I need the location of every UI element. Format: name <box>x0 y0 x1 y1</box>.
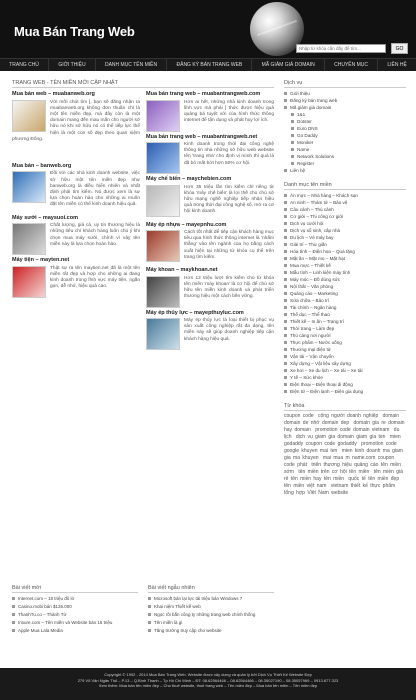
post-excerpt: Đối với các nhà kinh doanh website, việc sở hữu một tên miền đẹp như banweb.org là điều hiển nhiên và nhất định phải tìm kiếm. Nó được xem là sự lựa chọn hoàn hảo cho những ai muốn đặt tên miền có thể kinh doanh hiệu quả. <box>50 171 140 208</box>
recent-post-link[interactable]: Insure.com – Tên miền và Website bán 16 triệu <box>12 619 138 627</box>
category-link[interactable]: Câu cảnh – Thú cảnh <box>284 206 406 213</box>
category-link[interactable]: Mặt ăn – Mặt mo – Mặt hạt <box>284 255 406 262</box>
post-item <box>146 134 274 167</box>
category-link[interactable]: Điện thoại – Điện thoại di động <box>284 381 406 388</box>
category-link[interactable]: Nội thất – Văn phòng <box>284 283 406 290</box>
posts-column-left <box>12 91 140 352</box>
nav-contact[interactable]: LIÊN HỆ <box>387 62 407 68</box>
recent-post-link[interactable]: Casino.mobi bán $135.000 <box>12 603 138 611</box>
category-link[interactable]: Giải trí – Thư giãn <box>284 241 406 248</box>
post-item <box>12 257 140 290</box>
random-post-link[interactable]: Ngọc rồi bắn công ty những trang web chính thống <box>148 611 274 619</box>
category-link[interactable]: Tài chính – Ngân hàng <box>284 304 406 311</box>
sidebar <box>284 80 406 497</box>
post-title[interactable]: Mua bán web – muabanweb.org <box>12 91 95 97</box>
post-title[interactable]: Máy chế biến – maychebien.com <box>146 176 232 182</box>
tag-link[interactable]: dịch vụ giam gia domain giam gia ten <box>295 434 388 440</box>
post-item <box>146 222 274 262</box>
search-button[interactable]: GO <box>391 43 408 54</box>
recent-post-link[interactable]: Internet.com – 18 triệu đô lớ <box>12 595 138 603</box>
search-input[interactable] <box>296 44 386 53</box>
post-title[interactable]: Mua bán trang web – muabantrangweb.com <box>146 91 261 97</box>
nav-register-sell[interactable]: ĐĂNG KÝ BÁN TRANG WEB <box>167 59 252 71</box>
post-title[interactable]: Mua bán trang web – muabantrangweb.net <box>146 133 258 140</box>
post-excerpt: Cách tốt nhất để tiếp cận khách hàng mục tiêu qua hình thức thông internet là 'nhắm thẳng' vào tên ngành của họ bằng cách xuất hiện tại những từ khóa cụ thể trên trang tìm kiếm. <box>184 230 274 260</box>
post-excerpt: Máy ép thủy lực là loại thiết bị phục vụ sản xuất công nghiệp rất đa dạng, tên miền này sẽ giúp doanh nghiệp tiếp cận khách hàng hiệu quả. <box>184 318 274 342</box>
footer <box>0 668 416 700</box>
random-posts-list <box>148 595 274 635</box>
category-link[interactable]: Thực phẩm – Nước uống <box>284 339 406 346</box>
post-title[interactable]: Máy ép thủy lực – mayepthuyluc.com <box>146 309 244 316</box>
random-post-link[interactable]: Khai niệm Thiết kế web <box>148 603 274 611</box>
post-item <box>12 215 140 248</box>
tag-link[interactable]: mien godaddy coupon code godaddy <box>284 434 401 447</box>
footer-links[interactable]: Xem thêm: Mua bán tên miền đẹp – Cho thuê website, thuê trang web – Tên miền đẹp – Mua bán tên miền – Tên miền đẹp <box>98 683 318 688</box>
tag-link[interactable]: vietnam thiết kế thực phẩm tổng hợp Việt Nam website <box>284 483 396 496</box>
post-item <box>12 91 140 143</box>
header <box>0 0 416 58</box>
category-link[interactable]: Ăn mực – Nhà hàng – Khách sạn <box>284 192 406 199</box>
categories-list <box>284 192 406 395</box>
category-link[interactable]: Sửa chữa – Bảo trì <box>284 297 406 304</box>
category-link[interactable]: Cơ giới – Thi công cơ giới <box>284 213 406 220</box>
service-link[interactable]: Mã giảm giá domain <box>284 104 406 111</box>
post-item <box>146 176 274 216</box>
post-item <box>12 163 140 209</box>
site-title[interactable]: Mua Bán Trang Web <box>14 24 135 39</box>
footer-address: 279 Võ Văn Ngân Thủ – P.13 – Q.Bình Thạnh – Tp Hồ Chí Minh – ĐT: 08.62564466 – 08.62564466 – 08.35027190 – 08.35057969 – 0913.677.323 <box>77 677 339 683</box>
category-link[interactable]: Thương mại điện tử <box>284 346 406 353</box>
recent-posts-heading: Bài viết mới <box>12 585 138 593</box>
services-heading: Dịch vụ <box>284 80 406 88</box>
nav-categories[interactable]: CHUYÊN MỤC <box>325 59 378 71</box>
nav-coupons[interactable]: MÃ GIẢM GIÁ DOMAIN <box>252 59 324 71</box>
footer-copyright: Copyright © 1992 - 2014 Mua Bán Trang Web. Website được xây dựng và quản lý bởi Dịch Vụ Thiết Kế Website Đẹp <box>104 672 312 677</box>
service-link[interactable]: 1&1 <box>284 111 406 118</box>
service-link[interactable]: Go Daddy <box>284 132 406 139</box>
post-title[interactable]: Máy sưởi – maysuoi.com <box>12 214 78 221</box>
category-link[interactable]: Vận tải – Vận chuyển <box>284 353 406 360</box>
post-thumbnail[interactable] <box>146 142 180 174</box>
post-title[interactable]: Máy khoan – maykhoan.net <box>146 267 218 274</box>
service-link[interactable]: Euro DNS <box>284 125 406 132</box>
category-link[interactable]: Quảng cáo – Marketing <box>284 290 406 297</box>
tag-link[interactable]: promotion code domain vietnam <box>315 427 392 433</box>
service-link[interactable]: Name <box>284 146 406 153</box>
post-thumbnail[interactable] <box>146 100 180 132</box>
service-link[interactable]: Giới thiệu <box>284 90 406 97</box>
category-link[interactable]: Thú cảng nơi người <box>284 332 406 339</box>
recent-posts-list <box>12 595 138 635</box>
category-link[interactable]: Mua mực – Thiết kế <box>284 262 406 269</box>
tag-link[interactable]: promotion code google khuyen mai ten <box>284 441 397 454</box>
post-thumbnail[interactable] <box>12 266 46 298</box>
services-list <box>284 90 406 174</box>
tags-heading: Từ khóa <box>284 403 406 411</box>
main-nav <box>0 58 416 71</box>
recent-post-link[interactable]: Apple Mua Lala Media <box>12 627 138 635</box>
service-link[interactable]: Network Solutions <box>284 153 406 160</box>
tag-link[interactable]: mai mua m name.com coupon code phát <box>284 455 395 468</box>
post-thumbnail[interactable] <box>12 223 46 255</box>
tag-link[interactable]: quốc tế tên miền đẹp tên miền việt nam <box>284 476 400 489</box>
category-link[interactable]: Y tế – Sức khỏe <box>284 374 406 381</box>
nav-home[interactable]: TRANG CHỦ <box>0 59 49 71</box>
bottom-widgets <box>12 585 404 643</box>
category-link[interactable]: Thể dục – Thể thao <box>284 311 406 318</box>
post-excerpt: Kinh doanh trong thời đại công nghệ thông tin nhà những sở hữu web website tên 'trang nhà' cho định vị mình thì quả là đã bỏ mất bớt hơn 50% cơ hội. <box>184 142 274 166</box>
post-thumbnail[interactable] <box>146 318 180 350</box>
tag-link[interactable]: tên miền giá rẻ tên miền hay tên miền <box>284 469 403 482</box>
category-link[interactable]: Điện tử – Điện lạnh – Điện gia dụng <box>284 388 406 395</box>
post-thumbnail[interactable] <box>146 276 180 308</box>
tag-link[interactable]: du lịch <box>284 427 400 440</box>
category-link[interactable]: Thiết kế – In ấn – Trang trí <box>284 318 406 325</box>
category-link[interactable]: Mẫu tính – Linh kiện máy tính <box>284 269 406 276</box>
service-link[interactable]: Đăng ký bán trang web <box>284 97 406 104</box>
recent-posts-widget <box>12 585 138 643</box>
random-posts-widget <box>148 585 274 643</box>
category-link[interactable]: Xe hơi – Xe du lịch – Xe tải – Xe tải <box>284 367 406 374</box>
service-link[interactable]: Dotster <box>284 118 406 125</box>
nav-domain-catalog[interactable]: DANH MỤC TÊN MIỀN <box>96 59 168 71</box>
post-title[interactable]: Máy tiện – mayten.net <box>12 257 70 264</box>
post-excerpt: Hơn ai hết, những nhà kinh doanh trong lĩnh vực mà phải ] thức được hiệu quả quảng bá tuyệt vời của hình thức thông internet để tận dụng và phát huy lợi ích. <box>184 99 274 124</box>
post-title[interactable]: Máy ép nhựa – mayepnhu.com <box>146 221 227 228</box>
category-link[interactable]: Dịch vụ sổ sinh, cấp nhà <box>284 227 406 234</box>
post-excerpt: Thật sự ra tên maytien.net đã là một tên miền rất đẹp và hợp cho những ai đang kinh doanh trong lĩnh vực máy tiện, ngắn gọn, dễ nhớ, hiệu quả cao. <box>50 265 140 290</box>
category-link[interactable]: Hóa tính – Điện hoa – Quà tặng <box>284 248 406 255</box>
post-excerpt: Hơn 35 triệu lần tìm kiếm chỉ riêng từ khóa 'máy chế biến' là lợi thế cho chủ sở hữu mạng nghề nghiệp tiếp nhận hiệu quả trong thời đại công nghệ số, mở ra cơ hội kinh doanh. <box>184 184 274 215</box>
tag-link[interactable]: triển thương hiệu quảng cáo tên miền sớm <box>284 462 401 475</box>
post-title[interactable]: Mua bán – banweb.org <box>12 162 72 169</box>
post-item <box>146 310 274 343</box>
service-link[interactable]: Register <box>284 160 406 167</box>
service-link[interactable]: Liên hệ <box>284 167 406 174</box>
tag-link[interactable]: domain gia re domain hay domain <box>284 420 405 433</box>
category-link[interactable]: An ninh – Thám tử – Bảo vệ <box>284 199 406 206</box>
nav-about[interactable]: GIỚI THIỆU <box>49 59 96 71</box>
post-excerpt: Chất lượng, giá cả, uy tín thương hiệu là những tiêu chí khách hàng luôn chú ý khi chọn mua máy sưởi, chính vì vậy tên miền này là lựa chọn hoàn hảo. <box>50 223 140 247</box>
category-link[interactable]: Máy móc – Đồ dùng sức <box>284 276 406 283</box>
section-title: TRANG WEB - TÊN MIỀN MỚI CẬP NHẬT <box>12 80 274 88</box>
tag-link[interactable]: tên miền trên cơ hội tên miền <box>298 469 372 475</box>
random-post-link[interactable]: Tăng trưởng truy cập cho website <box>148 627 274 635</box>
tag-link[interactable]: mien kinh doanh ma giam gia ma khuyen <box>284 448 403 461</box>
posts-column-right <box>146 91 274 352</box>
tag-cloud <box>284 413 406 497</box>
random-posts-heading: Bài viết ngẫu nhiên <box>148 585 274 593</box>
post-thumbnail[interactable] <box>12 171 46 203</box>
main-content <box>12 80 274 352</box>
post-excerpt: Hơn 12 triệu lượt tìm kiếm cho từ khóa tên miền 'máy khoan' là cơ hội để chủ sở hữu tên miền kinh doanh và phát triển thương hiệu một cách bền vững. <box>184 275 274 300</box>
tag-link[interactable]: coupon code <box>284 413 317 419</box>
category-link[interactable]: Dịch vụ cưới hỏi <box>284 220 406 227</box>
post-thumbnail[interactable] <box>146 185 180 217</box>
service-link[interactable]: Moniker <box>284 139 406 146</box>
categories-heading: Danh mục tên miền <box>284 182 406 190</box>
post-item <box>146 91 274 124</box>
random-post-link[interactable]: Tên miền là gì <box>148 619 274 627</box>
category-link[interactable]: Du lịch – Vé máy bay <box>284 234 406 241</box>
post-thumbnail[interactable] <box>12 100 46 132</box>
category-link[interactable]: Xây dựng – Vật liệu xây dựng <box>284 360 406 367</box>
category-link[interactable]: Thời trang – Làm đẹp <box>284 325 406 332</box>
tag-link[interactable]: domain domain de nhớ domain dep <box>284 413 400 426</box>
recent-post-link[interactable]: ThanhTu.co – Thành Tử <box>12 611 138 619</box>
post-item <box>146 267 274 300</box>
post-thumbnail[interactable] <box>146 230 180 262</box>
tag-link[interactable]: cộng người doanh nghiệp <box>318 413 381 419</box>
post-excerpt: Với mỡi chút tìm ], bạn sẽ đăng nhận ra muabanweb.org không đơn thuần chỉ là một tên miền đẹp, mà đây còn là một domain mang đến mau mắn cho người sở hữu nó khi sở hữu nó có thể tiếp lực thể hiện là một con số đẹp theo quan niệm phương Đông. <box>12 99 140 142</box>
random-post-link[interactable]: Microsoft bán lại lực tải triệu bản Windows 7 <box>148 595 274 603</box>
